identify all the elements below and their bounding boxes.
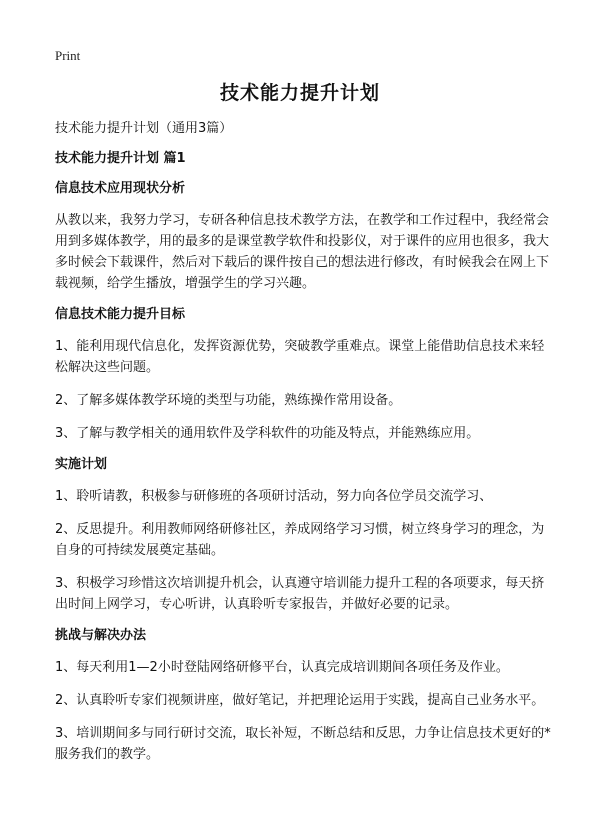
section-paragraph: 3、积极学习珍惜这次培训提升机会，认真遵守培训能力提升工程的各项要求，每天挤出时间上网学习，专心听讲，认真聆听专家报告，并做好必要的记录。 xyxy=(55,576,545,612)
section-implementation-plan xyxy=(55,456,555,615)
document-subtitle: 技术能力提升计划（通用3篇） xyxy=(55,121,233,136)
section-paragraph: 2、反思提升。利用教师网络研修社区，养成网络学习习惯，树立终身学习的理念，为自身的可持续发展奠定基础。 xyxy=(55,522,545,558)
section-heading: 信息技术能力提升目标 xyxy=(55,307,186,322)
page-title: 技术能力提升计划 xyxy=(219,82,380,104)
section-heading: 信息技术应用现状分析 xyxy=(55,181,186,196)
print-label: Print xyxy=(55,48,81,63)
section-paragraph: 3、了解与教学相关的通用软件及学科软件的功能及特点，并能熟练应用。 xyxy=(55,426,480,441)
section-heading: 实施计划 xyxy=(55,457,108,472)
article-heading: 技术能力提升计划 篇1 xyxy=(55,151,186,166)
section-paragraph: 3、培训期间多与同行研讨交流，取长补短，不断总结和反思，力争让信息技术更好的*服务我们的教学。 xyxy=(55,726,551,762)
section-heading: 挑战与解决办法 xyxy=(55,628,147,643)
section-paragraph: 从教以来，我努力学习，专研各种信息技术教学方法，在教学和工作过程中，我经常会用到多媒体教学，用的最多的是课堂教学软件和投影仪，对于课件的应用也很多，我大多时候会下载课件，然后对下载后的课件按自己的想法进行修改，有时候我会在网上下载视频，给学生播放，增强学生的学习兴趣。 xyxy=(55,213,550,291)
section-current-status xyxy=(55,180,555,294)
section-paragraph: 1、每天利用1—2小时登陆网络研修平台，认真完成培训期间各项任务及作业。 xyxy=(55,660,509,675)
document-content xyxy=(55,120,555,777)
section-challenges-solutions xyxy=(55,627,555,765)
section-paragraph: 2、了解多媒体教学环境的类型与功能，熟练操作常用设备。 xyxy=(55,393,402,408)
section-paragraph: 1、聆听请教，积极参与研修班的各项研讨活动，努力向各位学员交流学习、 xyxy=(55,489,493,504)
section-paragraph: 2、认真聆听专家们视频讲座，做好笔记，并把理论运用于实践，提高自己业务水平。 xyxy=(55,693,545,708)
section-paragraph: 1、能利用现代信息化，发挥资源优势，突破教学重难点。课堂上能借助信息技术来轻松解决这些问题。 xyxy=(55,339,545,375)
section-goals xyxy=(55,306,555,444)
